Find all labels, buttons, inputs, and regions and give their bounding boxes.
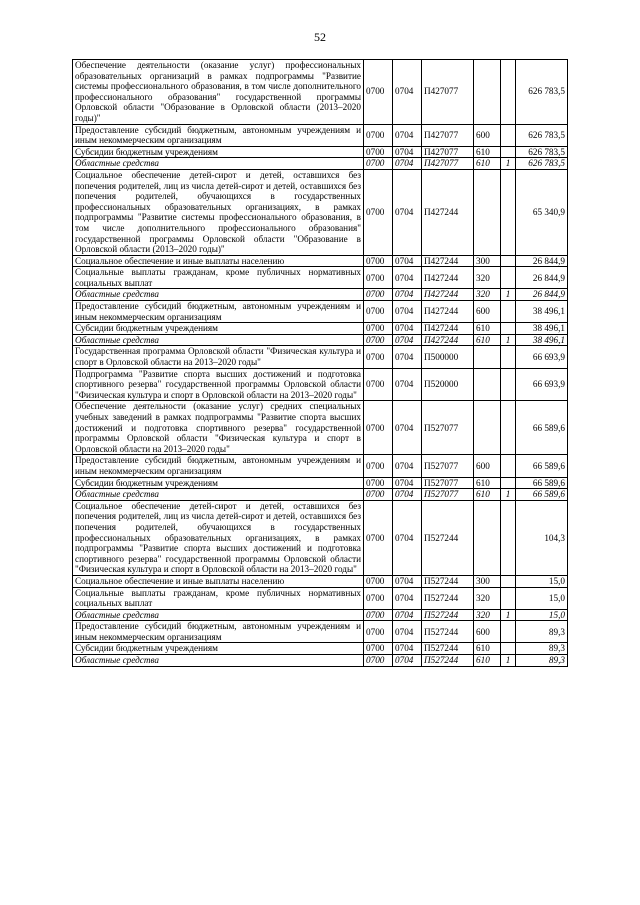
amount-cell: 626 783,5 bbox=[516, 60, 568, 125]
section-code-cell: 0700 bbox=[364, 587, 393, 609]
amount-cell: 38 496,1 bbox=[516, 334, 568, 346]
row-name-cell: Государственная программа Орловской области "Физическая культура и спорт в Орловской области на 2013–2020 годы" bbox=[73, 346, 364, 368]
row-name-cell: Социальное обеспечение детей-сирот и детей, оставшихся без попечения родителей, лиц из числа детей-сирот и детей, оставшихся без попечения родителей, обучающихся в государственных профессиональных образовательных организациях, в рамках подпрограммы "Развитие системы профессионального образования, в том числе дополнительного профессионального образования" государственной программы Орловской области "Образование в Орловской области (2013–2020 годы)" bbox=[73, 169, 364, 255]
page-number: 52 bbox=[314, 30, 326, 44]
row-name-cell: Обеспечение деятельности (оказание услуг) профессиональных образовательных организаций в рамках подпрограммы "Развитие системы профессионального образования, в том числе дополнительного профессионального образования" государственной программы Орловской области "Образование в Орловской области (2013–2020 годы)" bbox=[73, 60, 364, 125]
amount-cell: 626 783,5 bbox=[516, 146, 568, 158]
source-cell bbox=[501, 643, 516, 655]
amount-cell: 65 340,9 bbox=[516, 169, 568, 255]
target-code-cell: П427244 bbox=[422, 267, 474, 289]
target-code-cell: П427077 bbox=[422, 146, 474, 158]
source-cell bbox=[501, 169, 516, 255]
table-row bbox=[73, 289, 568, 301]
amount-cell: 15,0 bbox=[516, 575, 568, 587]
table-row bbox=[73, 368, 568, 401]
expense-type-cell: 610 bbox=[474, 158, 501, 170]
target-code-cell: П520000 bbox=[422, 368, 474, 401]
budget-table bbox=[72, 59, 568, 667]
row-name-cell: Предоставление субсидий бюджетным, автономным учреждениям и иным некоммерческим организациям bbox=[73, 124, 364, 146]
source-cell bbox=[501, 267, 516, 289]
source-cell bbox=[501, 621, 516, 643]
table-row bbox=[73, 60, 568, 125]
subsection-code-cell: 0704 bbox=[393, 500, 422, 575]
amount-cell: 15,0 bbox=[516, 609, 568, 621]
amount-cell: 66 693,9 bbox=[516, 368, 568, 401]
expense-type-cell: 600 bbox=[474, 301, 501, 323]
target-code-cell: П527077 bbox=[422, 401, 474, 455]
target-code-cell: П427244 bbox=[422, 334, 474, 346]
amount-cell: 626 783,5 bbox=[516, 158, 568, 170]
section-code-cell: 0700 bbox=[364, 455, 393, 477]
amount-cell: 15,0 bbox=[516, 587, 568, 609]
source-cell bbox=[501, 124, 516, 146]
section-code-cell: 0700 bbox=[364, 146, 393, 158]
source-cell bbox=[501, 455, 516, 477]
source-cell: 1 bbox=[501, 334, 516, 346]
section-code-cell: 0700 bbox=[364, 401, 393, 455]
source-cell: 1 bbox=[501, 655, 516, 667]
section-code-cell: 0700 bbox=[364, 169, 393, 255]
amount-cell: 89,3 bbox=[516, 655, 568, 667]
source-cell bbox=[501, 500, 516, 575]
source-cell bbox=[501, 477, 516, 489]
table-row bbox=[73, 124, 568, 146]
table-row bbox=[73, 489, 568, 501]
subsection-code-cell: 0704 bbox=[393, 267, 422, 289]
subsection-code-cell: 0704 bbox=[393, 621, 422, 643]
table-row bbox=[73, 655, 568, 667]
expense-type-cell: 320 bbox=[474, 609, 501, 621]
source-cell bbox=[501, 401, 516, 455]
amount-cell: 26 844,9 bbox=[516, 289, 568, 301]
source-cell bbox=[501, 301, 516, 323]
expense-type-cell bbox=[474, 500, 501, 575]
subsection-code-cell: 0704 bbox=[393, 158, 422, 170]
amount-cell: 66 589,6 bbox=[516, 401, 568, 455]
source-cell bbox=[501, 575, 516, 587]
subsection-code-cell: 0704 bbox=[393, 301, 422, 323]
target-code-cell: П427244 bbox=[422, 323, 474, 335]
amount-cell: 66 589,6 bbox=[516, 477, 568, 489]
row-name-cell: Социальное обеспечение и иные выплаты населению bbox=[73, 575, 364, 587]
section-code-cell: 0700 bbox=[364, 255, 393, 267]
table-row bbox=[73, 301, 568, 323]
target-code-cell: П427244 bbox=[422, 169, 474, 255]
subsection-code-cell: 0704 bbox=[393, 346, 422, 368]
section-code-cell: 0700 bbox=[364, 158, 393, 170]
section-code-cell: 0700 bbox=[364, 655, 393, 667]
expense-type-cell: 610 bbox=[474, 146, 501, 158]
table-row bbox=[73, 500, 568, 575]
subsection-code-cell: 0704 bbox=[393, 368, 422, 401]
source-cell: 1 bbox=[501, 289, 516, 301]
subsection-code-cell: 0704 bbox=[393, 655, 422, 667]
target-code-cell: П527244 bbox=[422, 621, 474, 643]
target-code-cell: П427077 bbox=[422, 124, 474, 146]
source-cell bbox=[501, 346, 516, 368]
target-code-cell: П527244 bbox=[422, 609, 474, 621]
expense-type-cell: 610 bbox=[474, 334, 501, 346]
row-name-cell: Социальное обеспечение и иные выплаты населению bbox=[73, 255, 364, 267]
row-name-cell: Субсидии бюджетным учреждениям bbox=[73, 146, 364, 158]
subsection-code-cell: 0704 bbox=[393, 323, 422, 335]
expense-type-cell: 610 bbox=[474, 323, 501, 335]
section-code-cell: 0700 bbox=[364, 575, 393, 587]
expense-type-cell: 600 bbox=[474, 124, 501, 146]
subsection-code-cell: 0704 bbox=[393, 477, 422, 489]
section-code-cell: 0700 bbox=[364, 500, 393, 575]
table-row bbox=[73, 146, 568, 158]
subsection-code-cell: 0704 bbox=[393, 334, 422, 346]
source-cell bbox=[501, 146, 516, 158]
subsection-code-cell: 0704 bbox=[393, 609, 422, 621]
source-cell bbox=[501, 255, 516, 267]
expense-type-cell: 610 bbox=[474, 655, 501, 667]
table-row bbox=[73, 455, 568, 477]
source-cell bbox=[501, 587, 516, 609]
row-name-cell: Областные средства bbox=[73, 609, 364, 621]
subsection-code-cell: 0704 bbox=[393, 489, 422, 501]
subsection-code-cell: 0704 bbox=[393, 255, 422, 267]
expense-type-cell bbox=[474, 169, 501, 255]
table-row bbox=[73, 169, 568, 255]
expense-type-cell: 600 bbox=[474, 621, 501, 643]
row-name-cell: Подпрограмма "Развитие спорта высших достижений и подготовка спортивного резерва" государственной программы Орловской области "Физическая культура и спорт в Орловской области на 2013–2020 годы" bbox=[73, 368, 364, 401]
section-code-cell: 0700 bbox=[364, 301, 393, 323]
table-row bbox=[73, 158, 568, 170]
row-name-cell: Субсидии бюджетным учреждениям bbox=[73, 643, 364, 655]
row-name-cell: Субсидии бюджетным учреждениям bbox=[73, 477, 364, 489]
subsection-code-cell: 0704 bbox=[393, 643, 422, 655]
subsection-code-cell: 0704 bbox=[393, 289, 422, 301]
section-code-cell: 0700 bbox=[364, 124, 393, 146]
target-code-cell: П527244 bbox=[422, 575, 474, 587]
table-row bbox=[73, 587, 568, 609]
section-code-cell: 0700 bbox=[364, 346, 393, 368]
expense-type-cell: 610 bbox=[474, 643, 501, 655]
section-code-cell: 0700 bbox=[364, 609, 393, 621]
row-name-cell: Социальное обеспечение детей-сирот и детей, оставшихся без попечения родителей, лиц из числа детей-сирот и детей, оставшихся без попечения родителей, обучающихся в государственных профессиональных образовательных организациях, в рамках подпрограммы "Развитие спорта высших достижений и подготовка спортивного резерва" государственной программы Орловской области "Физическая культура и спорт в Орловской области на 2013–2020 годы" bbox=[73, 500, 364, 575]
source-cell: 1 bbox=[501, 489, 516, 501]
expense-type-cell: 600 bbox=[474, 455, 501, 477]
target-code-cell: П427077 bbox=[422, 158, 474, 170]
amount-cell: 66 693,9 bbox=[516, 346, 568, 368]
row-name-cell: Предоставление субсидий бюджетным, автономным учреждениям и иным некоммерческим организациям bbox=[73, 455, 364, 477]
table-row bbox=[73, 609, 568, 621]
subsection-code-cell: 0704 bbox=[393, 169, 422, 255]
source-cell bbox=[501, 60, 516, 125]
amount-cell: 89,3 bbox=[516, 643, 568, 655]
expense-type-cell: 610 bbox=[474, 477, 501, 489]
target-code-cell: П427244 bbox=[422, 289, 474, 301]
row-name-cell: Обеспечение деятельности (оказание услуг) средних специальных учебных заведений в рамках подпрограммы "Развитие спорта высших достижений и подготовка спортивного резерва" государственной программы Орловской области "Физическая культура и спорт в Орловской области на 2013–2020 годы" bbox=[73, 401, 364, 455]
target-code-cell: П527077 bbox=[422, 477, 474, 489]
source-cell bbox=[501, 368, 516, 401]
amount-cell: 104,3 bbox=[516, 500, 568, 575]
subsection-code-cell: 0704 bbox=[393, 455, 422, 477]
section-code-cell: 0700 bbox=[364, 289, 393, 301]
amount-cell: 38 496,1 bbox=[516, 301, 568, 323]
amount-cell: 26 844,9 bbox=[516, 255, 568, 267]
amount-cell: 626 783,5 bbox=[516, 124, 568, 146]
section-code-cell: 0700 bbox=[364, 643, 393, 655]
table-row bbox=[73, 334, 568, 346]
table-row bbox=[73, 477, 568, 489]
subsection-code-cell: 0704 bbox=[393, 587, 422, 609]
expense-type-cell bbox=[474, 368, 501, 401]
target-code-cell: П527244 bbox=[422, 500, 474, 575]
target-code-cell: П427244 bbox=[422, 255, 474, 267]
section-code-cell: 0700 bbox=[364, 267, 393, 289]
target-code-cell: П527244 bbox=[422, 655, 474, 667]
subsection-code-cell: 0704 bbox=[393, 146, 422, 158]
source-cell: 1 bbox=[501, 609, 516, 621]
expense-type-cell bbox=[474, 346, 501, 368]
expense-type-cell: 300 bbox=[474, 255, 501, 267]
section-code-cell: 0700 bbox=[364, 334, 393, 346]
budget-table-body bbox=[73, 60, 568, 667]
target-code-cell: П427077 bbox=[422, 60, 474, 125]
expense-type-cell bbox=[474, 60, 501, 125]
target-code-cell: П527244 bbox=[422, 643, 474, 655]
table-row bbox=[73, 255, 568, 267]
row-name-cell: Социальные выплаты гражданам, кроме публичных нормативных социальных выплат bbox=[73, 587, 364, 609]
row-name-cell: Областные средства bbox=[73, 334, 364, 346]
table-row bbox=[73, 575, 568, 587]
row-name-cell: Предоставление субсидий бюджетным, автономным учреждениям и иным некоммерческим организациям bbox=[73, 301, 364, 323]
section-code-cell: 0700 bbox=[364, 489, 393, 501]
target-code-cell: П527077 bbox=[422, 455, 474, 477]
amount-cell: 26 844,9 bbox=[516, 267, 568, 289]
subsection-code-cell: 0704 bbox=[393, 60, 422, 125]
section-code-cell: 0700 bbox=[364, 60, 393, 125]
row-name-cell: Областные средства bbox=[73, 158, 364, 170]
expense-type-cell: 320 bbox=[474, 587, 501, 609]
target-code-cell: П500000 bbox=[422, 346, 474, 368]
amount-cell: 66 589,6 bbox=[516, 489, 568, 501]
source-cell: 1 bbox=[501, 158, 516, 170]
expense-type-cell: 300 bbox=[474, 575, 501, 587]
row-name-cell: Субсидии бюджетным учреждениям bbox=[73, 323, 364, 335]
table-row bbox=[73, 346, 568, 368]
amount-cell: 38 496,1 bbox=[516, 323, 568, 335]
table-row bbox=[73, 401, 568, 455]
source-cell bbox=[501, 323, 516, 335]
table-row bbox=[73, 643, 568, 655]
expense-type-cell: 320 bbox=[474, 289, 501, 301]
expense-type-cell: 610 bbox=[474, 489, 501, 501]
expense-type-cell: 320 bbox=[474, 267, 501, 289]
amount-cell: 89,3 bbox=[516, 621, 568, 643]
row-name-cell: Предоставление субсидий бюджетным, автономным учреждениям и иным некоммерческим организациям bbox=[73, 621, 364, 643]
row-name-cell: Областные средства bbox=[73, 489, 364, 501]
target-code-cell: П427244 bbox=[422, 301, 474, 323]
section-code-cell: 0700 bbox=[364, 477, 393, 489]
table-row bbox=[73, 323, 568, 335]
row-name-cell: Социальные выплаты гражданам, кроме публичных нормативных социальных выплат bbox=[73, 267, 364, 289]
target-code-cell: П527077 bbox=[422, 489, 474, 501]
section-code-cell: 0700 bbox=[364, 368, 393, 401]
target-code-cell: П527244 bbox=[422, 587, 474, 609]
amount-cell: 66 589,6 bbox=[516, 455, 568, 477]
row-name-cell: Областные средства bbox=[73, 289, 364, 301]
subsection-code-cell: 0704 bbox=[393, 124, 422, 146]
subsection-code-cell: 0704 bbox=[393, 401, 422, 455]
section-code-cell: 0700 bbox=[364, 323, 393, 335]
table-row bbox=[73, 267, 568, 289]
row-name-cell: Областные средства bbox=[73, 655, 364, 667]
subsection-code-cell: 0704 bbox=[393, 575, 422, 587]
section-code-cell: 0700 bbox=[364, 621, 393, 643]
table-row bbox=[73, 621, 568, 643]
expense-type-cell bbox=[474, 401, 501, 455]
